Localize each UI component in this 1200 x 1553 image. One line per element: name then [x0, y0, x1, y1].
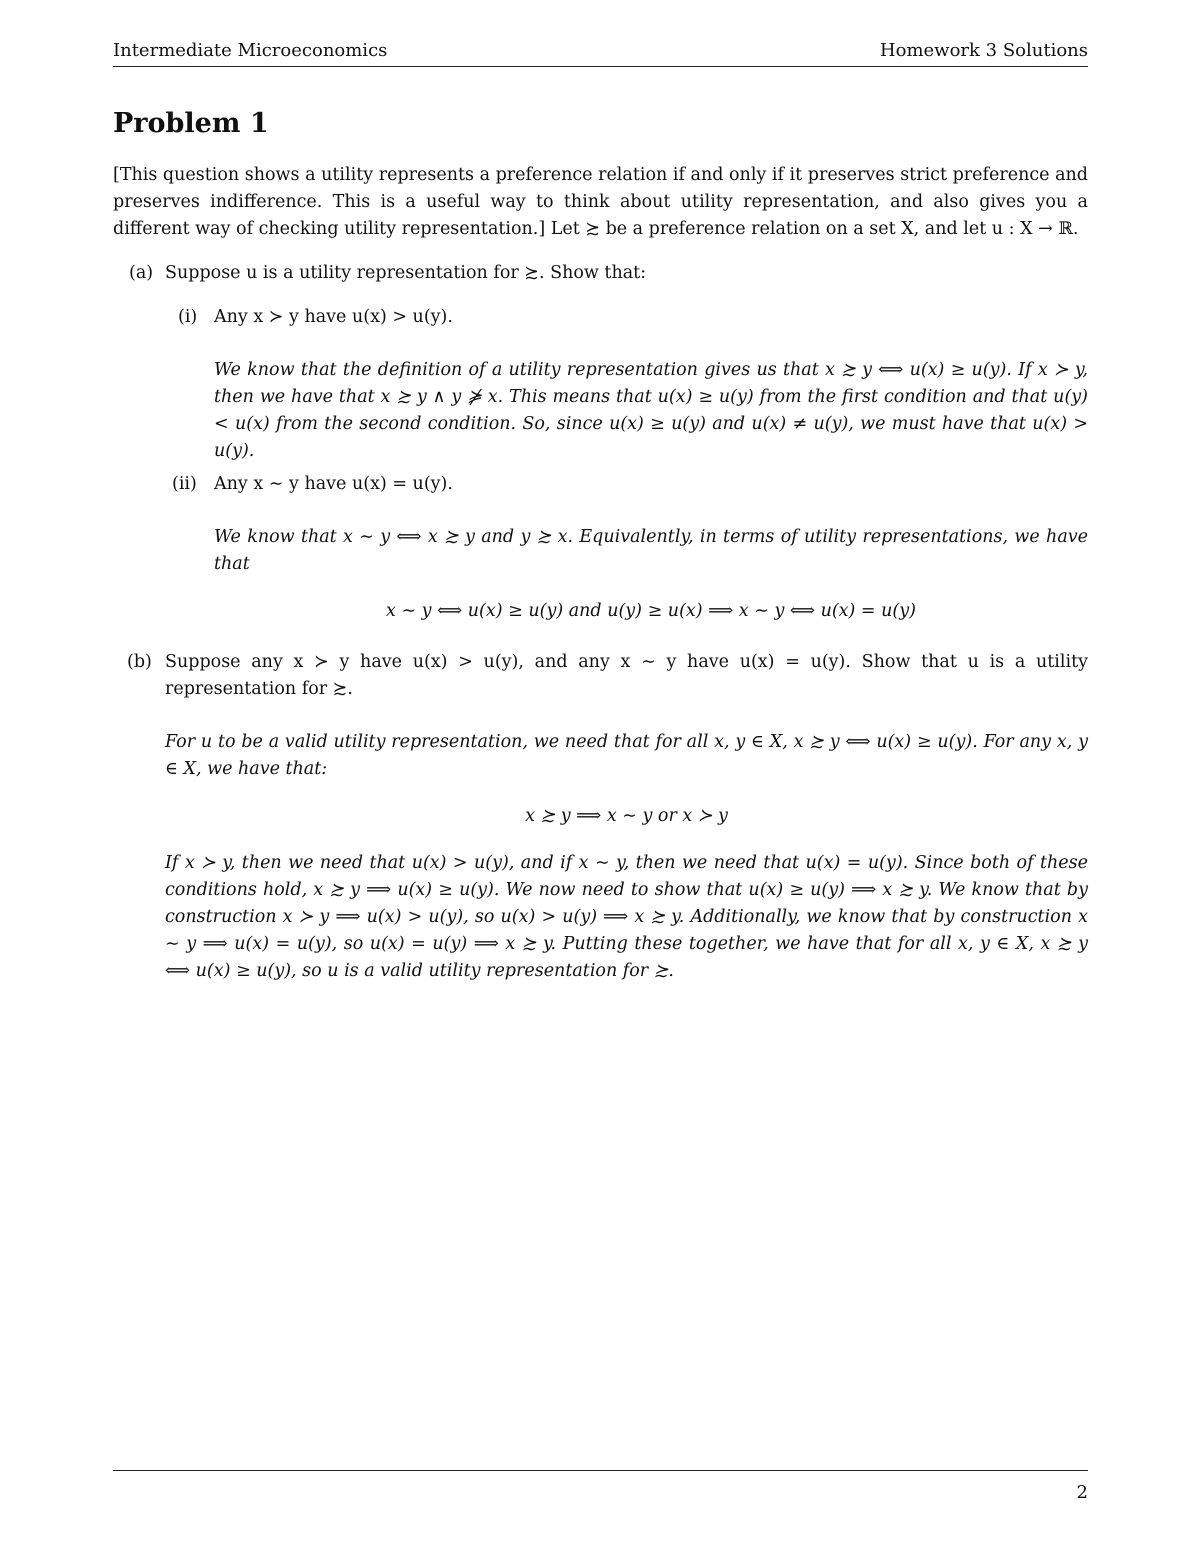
- part-b-solution-1: For u to be a valid utility representation, we need that for all x, y ∈ X, x ≿ y ⟺ u(x) ≥ u(y). For any x, y ∈ X, we have that:: [165, 732, 1088, 779]
- part-a-ii-solution: We know that x ∼ y ⟺ x ≿ y and y ≿ x. Equivalently, in terms of utility representations, we have that: [214, 527, 1088, 574]
- part-a-i-text: Any x ≻ y have u(x) > u(y).: [214, 307, 453, 327]
- part-b-solution-2: If x ≻ y, then we need that u(x) > u(y), and if x ∼ y, then we need that u(x) = u(y). Since both of these conditions hold, x ≿ y ⟹ u(x) ≥ u(y). We now need to show that u(x) ≥ u(y) ⟹ x ≿ y. We know that by construction x ≻ y ⟹ u(x) > u(y), so u(x) > u(y) ⟹ x ≿ y. Additionally, we know that by construction x ∼ y ⟹ u(x) = u(y), so u(x) = u(y) ⟹ x ≿ y. Putting these together, we have that for all x, y ∈ X, x ≿ y ⟺ u(x) ≥ u(y), so u is a valid utility representation for ≿.: [165, 853, 1088, 981]
- document-page: [113, 0, 1088, 1553]
- header-course-title: Intermediate Microeconomics: [113, 40, 388, 61]
- part-a-ii-display-equation: x ∼ y ⟺ u(x) ≥ u(y) and u(y) ≥ u(x) ⟹ x ∼ y ⟺ u(x) = u(y): [386, 601, 916, 621]
- part-a-ii-label: (ii): [172, 474, 197, 494]
- page-number: 2: [1076, 1482, 1088, 1503]
- problem-body: [113, 162, 1088, 985]
- footer-rule: [113, 1470, 1088, 1471]
- part-b-text: Suppose any x ≻ y have u(x) > u(y), and any x ∼ y have u(x) = u(y). Show that u is a utility representation for ≿.: [165, 652, 1088, 699]
- part-a-ii: [165, 471, 1088, 625]
- header-document-title: Homework 3 Solutions: [879, 40, 1088, 61]
- part-a-ii-text: Any x ∼ y have u(x) = u(y).: [214, 474, 453, 494]
- problem-intro: [This question shows a utility represents a preference relation if and only if it preserves strict preference and preserves indifference. This is a useful way to think about utility representation, and also gives you a different way of checking utility representation.] Let ≿ be a preference relation on a set X, and let u : X → ℝ.: [113, 165, 1088, 239]
- part-a-i-label: (i): [178, 307, 198, 327]
- running-header: [113, 40, 1088, 66]
- part-a-label: (a): [129, 263, 154, 283]
- problem-title: Problem 1: [113, 108, 269, 139]
- part-a-i-solution: We know that the definition of a utility representation gives us that x ≿ y ⟺ u(x) ≥ u(y). If x ≻ y, then we have that x ≿ y ∧ y ⋡ x. This means that u(x) ≥ u(y) from the first condition and that u(y) < u(x) from the second condition. So, since u(x) ≥ u(y) and u(x) ≠ u(y), we must have that u(x) > u(y).: [214, 360, 1088, 461]
- header-rule: [113, 66, 1088, 67]
- part-a-text: Suppose u is a utility representation for ≿. Show that:: [165, 263, 647, 283]
- part-b-label: (b): [127, 652, 152, 672]
- part-b-display-equation: x ≿ y ⟹ x ∼ y or x ≻ y: [525, 806, 728, 826]
- part-a-i: [165, 304, 1088, 465]
- part-b: [113, 649, 1088, 985]
- part-a: [113, 260, 1088, 625]
